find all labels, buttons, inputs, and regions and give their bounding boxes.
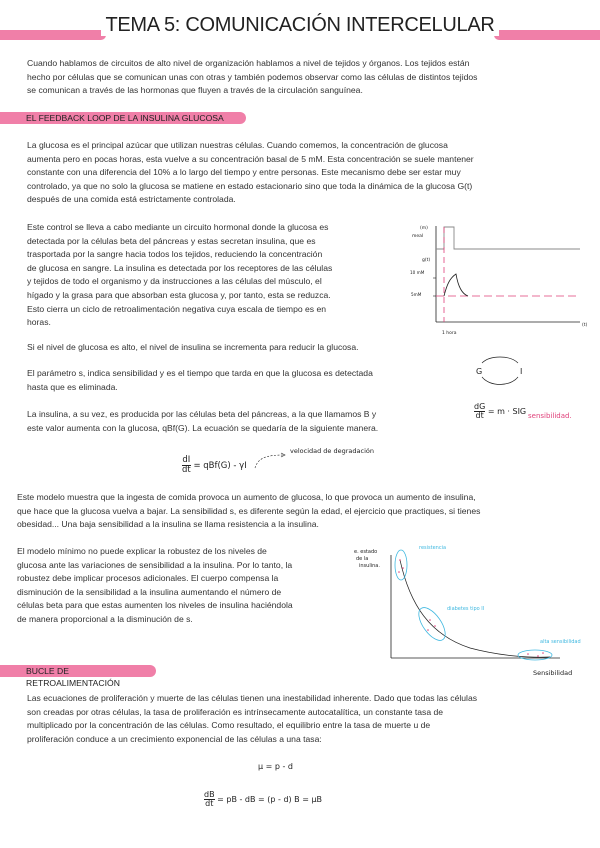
y-label-meal: meal	[412, 234, 424, 239]
insulin-equation	[182, 456, 247, 475]
annotation-diabetes: diabetes tipo II	[447, 606, 485, 612]
text-line: multiplicado por la concentración de las células. Como resultado, el equilibrio entre la tasa de muerte u de	[27, 720, 431, 731]
text-line: horas.	[27, 317, 51, 328]
text-line: aumenta pero en pocas horas, esta vuelve a su concentración basal de 5 mM. Esta concentración se suele mantener	[27, 153, 474, 164]
text-line: Cuando hablamos de circuitos de alto nivel de organización hablamos a nivel de tejidos y órganos. Los tejidos están	[27, 58, 470, 68]
sensitivity-annotation: sensibilidad.	[528, 412, 572, 420]
eq-denominator: dt	[205, 799, 214, 808]
text-line: de manera proporcional a la disminución de s.	[17, 613, 193, 624]
text-line: hasta que es eliminada.	[27, 381, 118, 392]
text-line: El modelo mínimo no puede explicar la robustez de los niveles de	[17, 546, 267, 556]
cycle-i: I	[520, 367, 523, 376]
eq-rhs: = m · SIG	[487, 407, 527, 416]
y-label-line-3: insulina.	[359, 563, 380, 569]
text-line: La glucosa es el principal azúcar que utilizan nuestras células. Cuando comemos, la concentración de glucosa	[27, 140, 448, 150]
text-line: se comunican a través de las hormonas que fluyen a través de la circulación sanguínea.	[27, 85, 363, 96]
annotation-resistencia: resistencia	[419, 545, 447, 551]
text-line: Este control se lleva a cabo mediante un circuito hormonal donde la glucosa es	[27, 222, 329, 232]
section-heading-bucle: BUCLE DE RETROALIMENTACIÓN	[0, 665, 156, 677]
text-line: Este modelo muestra que la ingesta de comida provoca un aumento de glucosa, lo que provoca un aumento de insulina,	[17, 492, 476, 502]
text-line: proliferación conduce a un crecimiento exponencial de las células a una tasa:	[27, 733, 322, 744]
x-tick-1hora: 1 hora	[442, 331, 457, 336]
text-line: trasportada por la sangre hacia todos los tejidos, reduciendo la concentración	[27, 249, 323, 260]
text-line: Esto cierra un ciclo de retroalimentación negativa cuya escala de tiempo es en	[27, 303, 327, 314]
text-line: que hace que la glucosa vuelva a bajar. La sensibilidad s, es diferente según la edad, el ejercicio que practiques, si tienes	[17, 505, 481, 516]
paragraph-hormonal-circuit	[27, 221, 332, 330]
x-label-sensibilidad: Sensibilidad	[533, 669, 573, 677]
eq-numerator: dI	[182, 455, 191, 465]
paragraph-glucose	[27, 139, 474, 207]
text-line: robustez debe implicar procesos adicionales. El cuerpo compensa la	[17, 573, 279, 584]
text-line: disminución de la sensibilidad a la insulina aumentando el número de	[17, 586, 282, 597]
text-line: Si el nivel de glucosa es alto, el nivel de insulina se incrementa para reducir la glucosa.	[27, 342, 359, 352]
y-label-top: (m)	[420, 226, 428, 231]
text-line: este valor aumenta con la glucosa, qBf(G). La ecuación se quedaría de la siguiente manera.	[27, 422, 379, 433]
section-heading-feedback: EL FEEDBACK LOOP DE LA INSULINA GLUCOSA	[0, 112, 246, 124]
eq-rhs: = qBf(G) - γI	[193, 461, 247, 471]
meal-pulse	[436, 227, 580, 249]
mu-equation: μ = p - d	[258, 762, 294, 771]
paragraph-minimal-model	[17, 545, 293, 627]
text-line: detectada por la células beta del páncreas y estas secretan insulina, que es	[27, 235, 316, 246]
eq-numerator: dB	[204, 790, 215, 799]
eq-denominator: dt	[475, 411, 484, 420]
eq-rhs: = pB - dB = (p - d) B = μB	[217, 795, 323, 804]
degradation-arrow	[250, 450, 290, 470]
paragraph-sensitivity	[27, 367, 373, 394]
eq-numerator: dG	[474, 402, 486, 411]
degradation-annotation: velocidad de degradación	[290, 447, 374, 455]
glucose-curve	[444, 274, 468, 296]
cycle-g: G	[476, 367, 483, 376]
paragraph-high-glucose	[27, 341, 359, 355]
eq-denominator: dt	[182, 465, 191, 475]
glucose-meal-graph	[400, 222, 595, 340]
glucose-insulin-cycle-diagram	[470, 355, 540, 395]
text-line: obesidad... Una baja sensibilidad a la insulina se llama resistencia a la insulina.	[17, 519, 319, 530]
x-label-t: (t)	[582, 323, 588, 328]
text-line: El parámetro s, indica sensibilidad y es el tiempo que tarda en que la glucosa es detectada	[27, 368, 373, 378]
text-line: hecho por células que se comunican unas con otras y también podemos observar como las células de distintos tejidos	[27, 71, 478, 82]
text-line: constante con una diferencia del 10% a lo largo del tiempo y entre personas. Este mecanismo debe ser estar muy	[27, 167, 461, 178]
high-sensitivity-cluster	[518, 650, 552, 660]
glucose-equation	[474, 403, 526, 420]
y-label-line-1: e. estado	[354, 549, 378, 555]
text-line: células beta para que estas aumenten los niveles de insulina haciéndola	[17, 600, 293, 611]
text-line: glucosa ante las variaciones de sensibilidad a la insulina. Por lo tanto, la	[17, 559, 293, 570]
annotation-alta-sensibilidad: alta sensibilidad	[540, 639, 581, 645]
intro-paragraph	[27, 57, 477, 98]
paragraph-insulin-production	[27, 408, 378, 435]
paragraph-proliferation	[27, 692, 477, 746]
text-line: Las ecuaciones de proliferación y muerte de las células tienen una inestabilidad inherente. Dado que todas las células	[27, 693, 478, 703]
text-line: La insulina, a su vez, es producida por las células beta del páncreas, a la que llamamos B y	[27, 409, 377, 419]
text-line: hígado y la grasa para que absorban esta glucosa y, por tanto, esta se reduzca.	[27, 289, 331, 300]
y-label-g: g(t)	[422, 258, 431, 263]
tick-5mm: 5mM	[411, 292, 422, 297]
text-line: controlado, ya que no solo la glucosa se matiene en estado estacionario sino que toda la dinámica de la glucosa G(t)	[27, 180, 473, 191]
paragraph-model	[17, 491, 480, 532]
text-line: de glucosa en sangre. La insulina es detectada por los receptores de las células	[27, 262, 333, 273]
insulin-sensitivity-graph	[350, 540, 595, 680]
text-line: después de una comida está estrictamente controlada.	[27, 194, 236, 205]
tick-10mm: 10 mM	[410, 270, 425, 275]
page-title: TEMA 5: COMUNICACIÓN INTERCELULAR	[0, 14, 600, 37]
text-line: y tejidos de todo el organismo y da instrucciones a las células del músculo, el	[27, 276, 322, 287]
y-label-line-2: de la	[356, 556, 369, 562]
cell-growth-equation	[204, 791, 322, 808]
text-line: son creadas por otras células, la tasa de proliferación es intrínsecamente autocatalítica, un constante tasa de	[27, 706, 444, 717]
